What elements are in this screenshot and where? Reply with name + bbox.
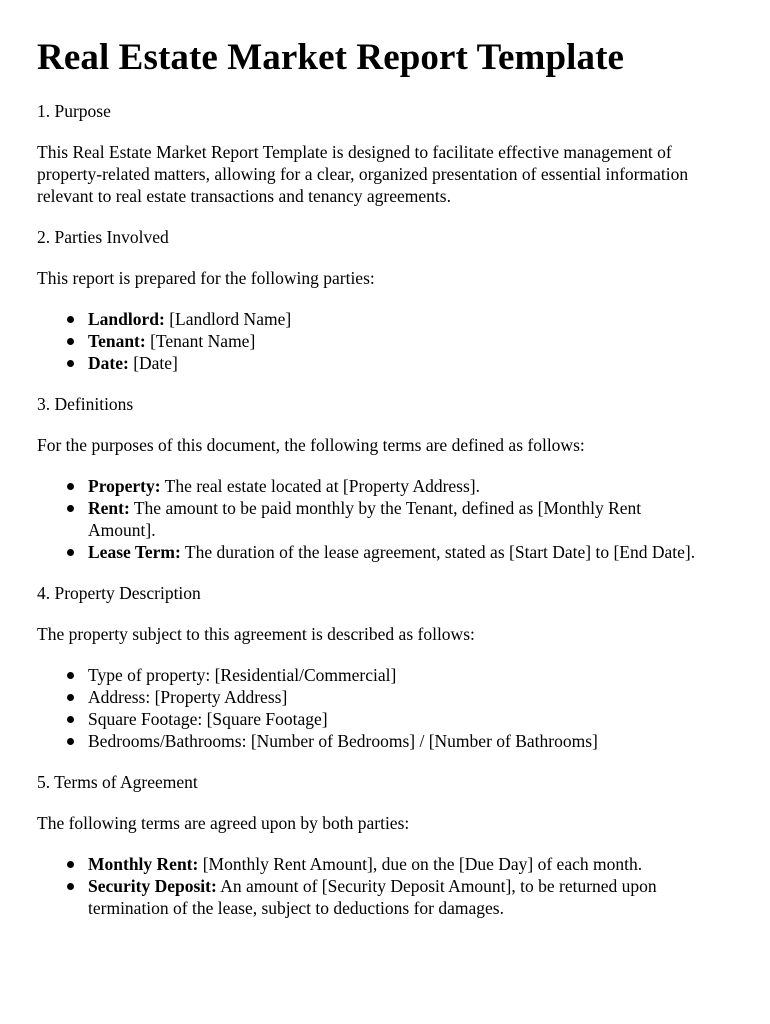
list-item-lease-term [88, 541, 708, 563]
item-label: Lease Term: [88, 542, 181, 562]
item-value: The duration of the lease agreement, stated as [Start Date] to [End Date]. [180, 542, 696, 562]
item-text: Type of property: [Residential/Commercial] [88, 665, 397, 685]
list-item-type [88, 664, 737, 686]
item-label: Rent: [88, 498, 130, 518]
item-label: Property: [88, 476, 161, 496]
definitions-intro: For the purposes of this document, the following terms are defined as follows: [37, 435, 585, 455]
list-item-square-footage [88, 708, 737, 730]
item-value: The real estate located at [Property Address]. [160, 476, 480, 496]
item-label: Security Deposit: [88, 876, 217, 896]
section-heading-description: 4. Property Description [37, 583, 201, 603]
item-value: The amount to be paid monthly by the Tenant, defined as [Monthly Rent Amount]. [88, 498, 642, 540]
section-heading-purpose: 1. Purpose [37, 101, 111, 121]
terms-intro: The following terms are agreed upon by both parties: [37, 813, 410, 833]
item-text: Bedrooms/Bathrooms: [Number of Bedrooms] / [Number of Bathrooms] [88, 731, 598, 751]
list-item-rent [88, 497, 708, 541]
terms-list [37, 853, 718, 919]
list-item-landlord [88, 308, 737, 330]
item-value: [Date] [128, 353, 178, 373]
section-heading-terms: 5. Terms of Agreement [37, 772, 198, 792]
parties-list [37, 308, 737, 374]
list-item-security-deposit [88, 875, 718, 919]
description-intro: The property subject to this agreement is described as follows: [37, 624, 475, 644]
purpose-paragraph: This Real Estate Market Report Template is designed to facilitate effective management of property-related matters, allowing for a clear, organized presentation of essential information relevant to real estate transactions and tenancy agreements. [37, 142, 689, 206]
list-item-date [88, 352, 737, 374]
document-page [37, 0, 737, 919]
list-item-monthly-rent [88, 853, 718, 875]
item-value: [Landlord Name] [164, 309, 292, 329]
item-text: Address: [Property Address] [88, 687, 288, 707]
description-list [37, 664, 737, 752]
item-label: Tenant: [88, 331, 146, 351]
item-value: An amount of [Security Deposit Amount], to be returned upon termination of the lease, subject to deductions for damages. [88, 876, 657, 918]
list-item-address [88, 686, 737, 708]
list-item-tenant [88, 330, 737, 352]
item-label: Landlord: [88, 309, 165, 329]
item-label: Monthly Rent: [88, 854, 199, 874]
item-value: [Monthly Rent Amount], due on the [Due Day] of each month. [198, 854, 643, 874]
section-heading-definitions: 3. Definitions [37, 394, 134, 414]
page-title: Real Estate Market Report Template [37, 37, 625, 78]
definitions-list [37, 475, 708, 563]
item-value: [Tenant Name] [145, 331, 256, 351]
parties-intro: This report is prepared for the following parties: [37, 268, 375, 288]
section-heading-parties: 2. Parties Involved [37, 227, 169, 247]
item-text: Square Footage: [Square Footage] [88, 709, 328, 729]
list-item-bedrooms [88, 730, 737, 752]
list-item-property [88, 475, 708, 497]
item-label: Date: [88, 353, 129, 373]
